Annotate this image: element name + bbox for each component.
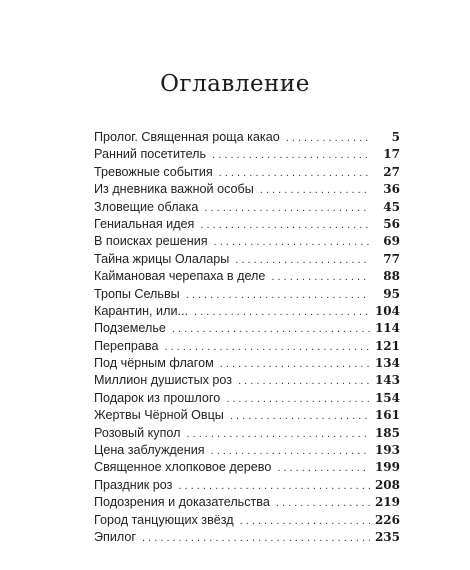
toc-entry (94, 303, 400, 320)
toc-entry-page-number: 143 (374, 373, 400, 388)
page-title: Оглавление (160, 71, 310, 98)
toc-entry (94, 286, 400, 303)
toc-entry (94, 477, 400, 494)
toc-entry-title: Подземелье (94, 321, 166, 336)
dot-leader (260, 182, 370, 199)
dot-leader (172, 321, 370, 338)
dot-leader (186, 426, 370, 443)
dot-leader (219, 165, 370, 182)
toc-entry (94, 216, 400, 233)
dot-leader (204, 200, 370, 217)
toc-entry-title: Розовый купол (94, 425, 181, 440)
toc-entry-page-number: 95 (383, 286, 400, 301)
toc-entry-title: Тропы Сельвы (94, 286, 180, 301)
toc-entry-page-number: 134 (374, 356, 400, 371)
toc-entry-title: Карантин, или... (94, 303, 188, 318)
dot-leader (194, 304, 370, 321)
dot-leader (211, 443, 370, 460)
dot-leader (200, 217, 370, 234)
toc-entry (94, 233, 400, 250)
toc-entry (94, 129, 400, 146)
toc-entry-title: Ранний посетитель (94, 147, 207, 162)
toc-entry-page-number: 199 (374, 460, 400, 475)
toc-entry-page-number: 193 (374, 443, 400, 458)
dot-leader (276, 495, 370, 512)
toc-entry-title: Пролог. Священная роща какао (94, 130, 280, 144)
toc-entry (94, 442, 400, 459)
toc-entry-title: Каймановая черепаха в деле (94, 269, 266, 284)
toc-entry (94, 425, 400, 442)
toc-entry-title: Зловещие облака (94, 199, 199, 214)
dot-leader (226, 391, 370, 408)
toc-entry-page-number: 114 (374, 321, 400, 336)
dot-leader (214, 234, 370, 251)
toc-entry-title: Тревожные события (94, 164, 213, 179)
toc-entry-title: Из дневника важной особы (94, 182, 254, 197)
toc-entry (94, 164, 400, 181)
toc-entry-page-number: 56 (383, 216, 400, 231)
toc-entry-title: Подозрения и доказательства (94, 495, 270, 510)
toc-entry-page-number: 235 (374, 529, 400, 544)
toc-entry-title: Тайна жрицы Олалары (94, 251, 230, 266)
toc-entry (94, 251, 400, 268)
toc-entry (94, 529, 400, 546)
toc-entry-title: Гениальная идея (94, 216, 195, 231)
dot-leader (164, 339, 370, 356)
dot-leader (277, 460, 370, 477)
toc-entry-page-number: 185 (374, 425, 400, 440)
toc-entry (94, 181, 400, 198)
dot-leader (220, 356, 370, 373)
toc-entry-page-number: 208 (374, 477, 400, 492)
toc-entry (94, 494, 400, 511)
toc-entry-title: Переправа (94, 338, 159, 353)
toc-entry-page-number: 226 (374, 512, 400, 527)
dot-leader (238, 373, 370, 390)
dot-leader (286, 130, 370, 147)
dot-leader (142, 530, 370, 547)
toc-entry (94, 407, 400, 424)
table-of-contents (94, 129, 400, 546)
toc-entry-page-number: 219 (374, 495, 400, 510)
toc-entry (94, 338, 400, 355)
toc-entry-title: Город танцующих звёзд (94, 512, 234, 527)
toc-entry (94, 390, 400, 407)
toc-entry-title: Подарок из прошлого (94, 390, 221, 405)
toc-entry (94, 320, 400, 337)
toc-entry-page-number: 69 (383, 234, 400, 249)
toc-entry-title: Под чёрным флагом (94, 356, 214, 371)
dot-leader (212, 147, 370, 164)
toc-entry-page-number: 36 (383, 182, 400, 197)
toc-entry (94, 459, 400, 476)
toc-entry (94, 512, 400, 529)
toc-entry (94, 355, 400, 372)
toc-entry-page-number: 45 (383, 199, 400, 214)
dot-leader (230, 408, 370, 425)
dot-leader (178, 478, 370, 495)
toc-entry-page-number: 161 (374, 408, 400, 423)
toc-entry-page-number: 27 (383, 164, 400, 179)
dot-leader (271, 269, 370, 286)
toc-entry-page-number: 77 (383, 251, 400, 266)
toc-entry-page-number: 5 (391, 130, 400, 144)
toc-entry-page-number: 17 (383, 147, 400, 162)
toc-entry-title: Праздник роз (94, 477, 173, 492)
toc-entry-title: В поисках решения (94, 234, 208, 249)
toc-entry-title: Эпилог (94, 529, 136, 544)
dot-leader (186, 287, 370, 304)
toc-entry-title: Священное хлопковое дерево (94, 460, 272, 475)
toc-entry-title: Миллион душистых роз (94, 373, 233, 388)
toc-entry-page-number: 121 (374, 338, 400, 353)
toc-entry (94, 199, 400, 216)
toc-entry (94, 146, 400, 163)
toc-entry-title: Цена заблуждения (94, 443, 205, 458)
toc-entry-page-number: 104 (374, 303, 400, 318)
toc-entry (94, 268, 400, 285)
toc-entry (94, 372, 400, 389)
toc-entry-page-number: 88 (383, 269, 400, 284)
dot-leader (240, 513, 370, 530)
toc-entry-title: Жертвы Чёрной Овцы (94, 408, 224, 423)
dot-leader (235, 252, 370, 269)
toc-entry-page-number: 154 (374, 390, 400, 405)
